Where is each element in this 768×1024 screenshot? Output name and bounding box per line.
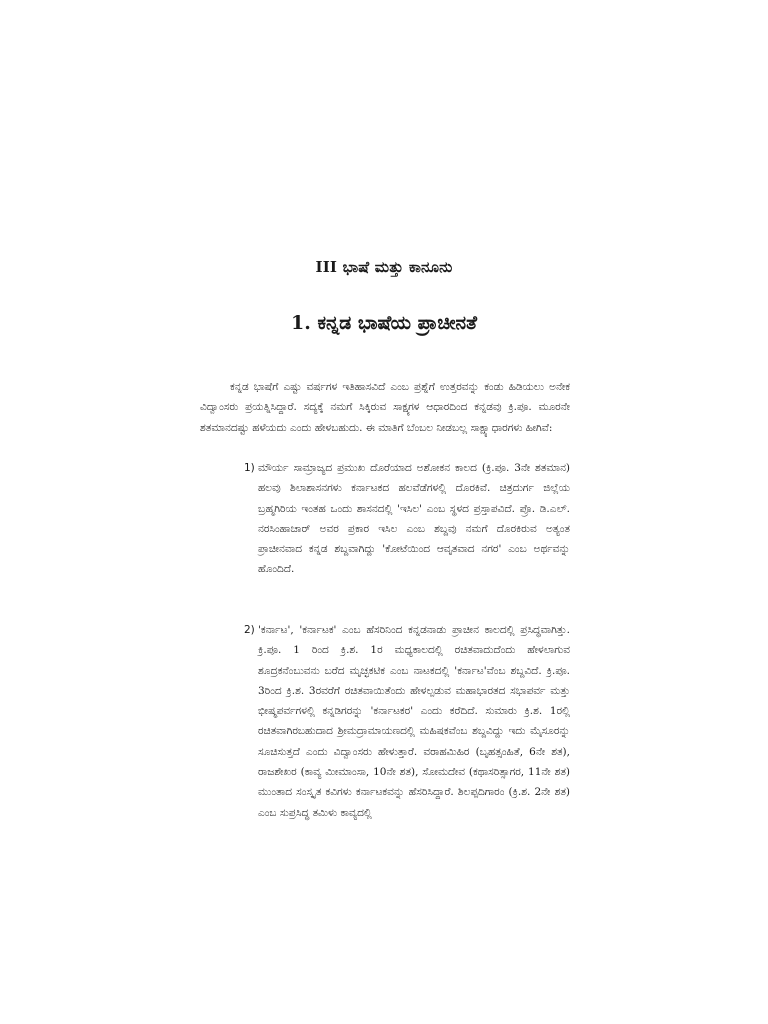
evidence-list-item-2-container bbox=[200, 620, 570, 823]
intro-paragraph: ಕನ್ನಡ ಭಾಷೆಗೆ ಎಷ್ಟು ವರ್ಷಗಳ ಇತಿಹಾಸವಿದೆ ಎಂಬ ಪ್ರಶ್ನೆಗೆ ಉತ್ತರವನ್ನು ಕಂಡು ಹಿಡಿಯಲು ಅನೇಕ ವಿದ್ವಾಂಸರು ಪ್ರಯತ್ನಿಸಿದ್ದಾರೆ. ಸದ್ಯಕ್ಕೆ ನಮಗೆ ಸಿಕ್ಕಿರುವ ಸಾಕ್ಷ್ಯಗಳ ಆಧಾರದಿಂದ ಕನ್ನಡವು ಕ್ರಿ.ಪೂ. ಮೂರನೇ ಶತಮಾನದಷ್ಟು ಹಳೆಯದು ಎಂದು ಹೇಳಬಹುದು. ಈ ಮಾತಿಗೆ ಬೆಂಬಲ ನೀಡಬಲ್ಲ ಸಾಕ್ಷ್ಯಾಧಾರಗಳು ಹೀಗಿವೆ: bbox=[200, 381, 570, 434]
list-item bbox=[200, 620, 570, 823]
list-item-text: ಮೌರ್ಯ ಸಾಮ್ರಾಜ್ಯದ ಪ್ರಮುಖ ದೊರೆಯಾದ ಅಶೋಕನ ಕಾಲದ (ಕ್ರಿ.ಪೂ. 3ನೇ ಶತಮಾನ) ಹಲವು ಶಿಲಾಶಾಸನಗಳು ಕರ್ನಾಟಕದ ಹಲವೆಡೆಗಳಲ್ಲಿ ದೊರಕಿವೆ. ಚಿತ್ರದುರ್ಗ ಜಿಲ್ಲೆಯ ಬ್ರಹ್ಮಗಿರಿಯ ಇಂತಹ ಒಂದು ಶಾಸನದಲ್ಲಿ 'ಇಸಿಲ' ಎಂಬ ಸ್ಥಳದ ಪ್ರಸ್ತಾಪವಿದೆ. ಪ್ರೊ. ಡಿ.ಎಲ್. ನರಸಿಂಹಾಚಾರ್ ಅವರ ಪ್ರಕಾರ ಇಸಿಲ ಎಂಬ ಶಬ್ದವು ನಮಗೆ ದೊರಕಿರುವ ಅತ್ಯಂತ ಪ್ರಾಚೀನವಾದ ಕನ್ನಡ ಶಬ್ದವಾಗಿದ್ದು 'ಕೋಟೆಯಿಂದ ಆವೃತವಾದ ನಗರ' ಎಂಬ ಅರ್ಥವನ್ನು ಹೊಂದಿದೆ. bbox=[258, 462, 570, 576]
list-item bbox=[200, 458, 570, 580]
list-item-number: 1) bbox=[244, 462, 255, 474]
list-item-text: 'ಕರ್ನಾಟ', 'ಕರ್ನಾಟಕ' ಎಂಬ ಹೆಸರಿನಿಂದ ಕನ್ನಡನಾಡು ಪ್ರಾಚೀನ ಕಾಲದಲ್ಲಿ ಪ್ರಸಿದ್ಧವಾಗಿತ್ತು. ಕ್ರಿ.ಪೂ. 1 ರಿಂದ ಕ್ರಿ.ಶ. 1ರ ಮಧ್ಯಕಾಲದಲ್ಲಿ ರಚಿತವಾದುದೆಂದು ಹೇಳಲಾಗುವ ಶೂದ್ರಕನೆಂಬುವನು ಬರೆದ ಮೃಚ್ಛಕಟಿಕ ಎಂಬ ನಾಟಕದಲ್ಲಿ 'ಕರ್ನಾಟ'ವೆಂಬ ಶಬ್ದವಿದೆ. ಕ್ರಿ.ಪೂ. 3ರಿಂದ ಕ್ರಿ.ಶ. 3ರವರೆಗೆ ರಚಿತವಾಯಿತೆಂದು ಹೇಳಲ್ಪಡುವ ಮಹಾಭಾರತದ ಸಭಾಪರ್ವ ಮತ್ತು ಭೀಷ್ಮಪರ್ವಗಳಲ್ಲಿ ಕನ್ನಡಿಗರನ್ನು 'ಕರ್ನಾಟಕರ' ಎಂದು ಕರೆದಿದೆ. ಸುಮಾರು ಕ್ರಿ.ಶ. 1ರಲ್ಲಿ ರಚಿತವಾಗಿರಬಹುದಾದ ಶ್ರೀಮದ್ರಾಮಾಯಣದಲ್ಲಿ ಮಹಿಷಕವೆಂಬ ಶಬ್ದವಿದ್ದು ಇದು ಮೈಸೂರನ್ನು ಸೂಚಿಸುತ್ತದೆ ಎಂದು ವಿದ್ವಾಂಸರು ಹೇಳುತ್ತಾರೆ. ವರಾಹಮಿಹಿರ (ಬೃಹತ್ಸಂಹಿತೆ, 6ನೇ ಶತ), ರಾಜಶೇಖರ (ಕಾವ್ಯ ಮೀಮಾಂಸಾ, 10ನೇ ಶತ), ಸೋಮದೇವ (ಕಥಾಸರಿತ್ಸಾಗರ, 11ನೇ ಶತ) ಮುಂತಾದ ಸಂಸ್ಕೃತ ಕವಿಗಳು ಕರ್ನಾಟಕವನ್ನು ಹೆಸರಿಸಿದ್ದಾರೆ. ಶಿಲಪ್ಪದಿಗಾರಂ (ಕ್ರಿ.ಶ. 2ನೇ ಶತ) ಎಂಬ ಸುಪ್ರಸಿದ್ಧ ತಮಿಳು ಕಾವ್ಯದಲ್ಲಿ bbox=[258, 624, 570, 819]
chapter-heading: 1. ಕನ್ನಡ ಭಾಷೆಯ ಪ್ರಾಚೀನತೆ bbox=[291, 312, 477, 334]
list-item-number: 2) bbox=[244, 624, 255, 636]
part-heading: III ಭಾಷೆ ಮತ್ತು ಕಾನೂನು bbox=[315, 258, 453, 276]
evidence-list-item-1-container bbox=[200, 458, 570, 580]
